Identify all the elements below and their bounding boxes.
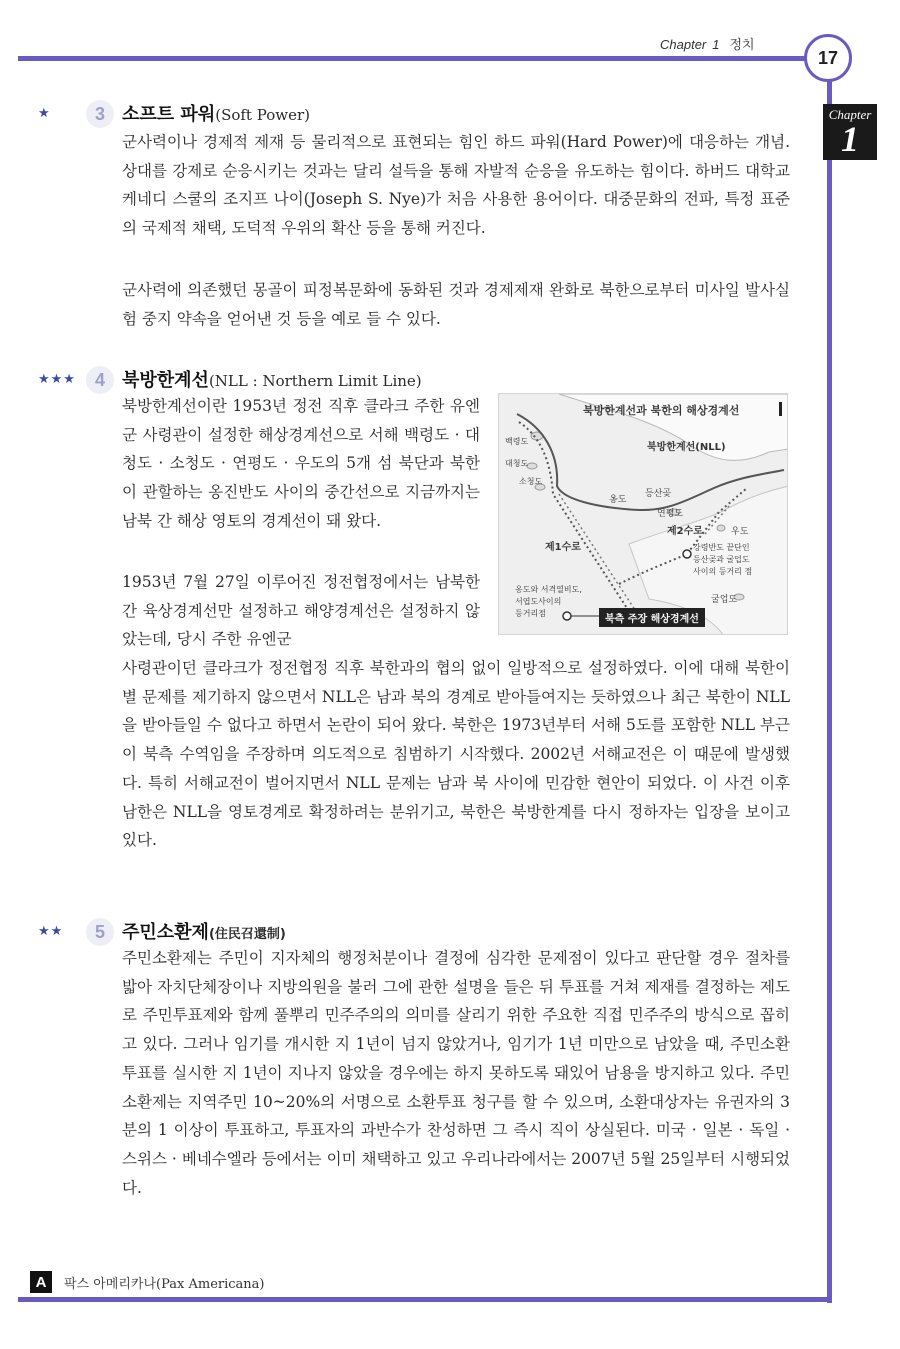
page-number: 17: [817, 47, 839, 68]
page-number-badge: [804, 34, 852, 82]
entry-title: [122, 918, 286, 944]
entry-recall: [30, 918, 790, 1238]
entry-title: [122, 100, 310, 126]
entry-number: 3: [86, 100, 114, 128]
map-label-point-line3: 사이의 등거리 점: [693, 567, 753, 576]
map-label-ong-line2: 서엽도사이의: [515, 597, 562, 606]
map-label-ongdo: 옹도: [609, 495, 627, 505]
map-label-nk-claim: 북측 주장 해상경계선: [599, 608, 705, 627]
chapter-tab-number: 1: [841, 119, 859, 159]
entry-title-main: 주민소환제: [122, 922, 209, 943]
top-rule: [18, 56, 823, 61]
entry-number: 5: [86, 918, 114, 946]
entry-paragraph-wrap-rest: 사령관이던 클라크가 정전협정 직후 북한과의 협의 없이 일방적으로 설정하였다. 이에 대해 북한이 별 문제를 제기하지 않으면서 NLL은 남과 북의 경계로 받아들여지는 듯하였으나 최근 북한이 NLL을 받아들일 수 없다고 하면서 논란이 되어 왔다. 북한은 1973년부터 서해 5도를 포함한 NLL 부근이 북측 수역임을 주장하며 의도적으로 침범하기 시작했다. 2002년 서해교전은 이 때문에 발생했다. 특히 서해교전이 벌어지면서 NLL 문제는 남과 북 사이에 민감한 현안이 되었다. 이 사건 이후 남한은 NLL을 영토경계로 확정하려는 분위기고, 북한은 북방한계를 다시 정하자는 입장을 보이고 있다.: [122, 659, 790, 850]
running-header-chapter-title: 정치: [729, 37, 755, 52]
entry-paragraph: 주민소환제는 주민이 지자체의 행정처분이나 결정에 심각한 문제점이 있다고 판단할 경우 절차를 밟아 자치단체장이나 지방의원을 불러 그에 관한 설명을 들은 뒤 투표를 거쳐 제재를 결정하는 제도로 주민투표제와 함께 풀뿌리 민주주의의 의미를 살리기 위한 주요한 직접 민주주의 방식으로 꼽히고 있다. 그러나 임기를 개시한 지 1년이 넘지 않았거나, 임기가 1년 미만으로 남았을 때, 주민소환투표를 실시한 지 1년이 지나지 않았을 경우에는 하지 못하도록 돼있어 남용을 방지하고 있다. 주민소환제는 지역주민 10~20%의 서명으로 소환투표 청구를 할 수 있으며, 소환대상자는 유권자의 3분의 1 이상이 투표하고, 투표자의 과반수가 찬성하면 그 즉시 직이 상실된다. 미국 · 일본 · 독일 · 스위스 · 베네수엘라 등에서는 이미 채택하고 있고 우리나라에서는 2007년 5월 25일부터 시행되었다.: [122, 949, 790, 1197]
entry-title: [122, 366, 422, 392]
entry-paragraph: 군사력이나 경제적 제재 등 물리적으로 표현되는 힘인 하드 파워(Hard Power)에 대응하는 개념. 상대를 강제로 순응시키는 것과는 달리 설득을 통해 자발적 순응을 유도하는 힘이다. 하버드 대학교 케네디 스쿨의 조지프 나이(Joseph S. Nye)가 처음 사용한 용어이다. 대중문화의 전파, 특정 표준의 국제적 채택, 도덕적 우위의 확산 등을 통해 커진다.: [122, 133, 790, 238]
importance-stars: ★: [38, 106, 51, 121]
right-rule: [827, 80, 832, 1303]
importance-stars: ★★: [38, 924, 64, 939]
footer-section-letter: A: [30, 1271, 52, 1293]
entry-title-sub: (Soft Power): [215, 106, 310, 124]
footer-title: 팍스 아메리카나(Pax Americana): [64, 1276, 265, 1292]
map-label-yeonpyeong: 연평도: [657, 509, 684, 519]
entry-number: 4: [86, 366, 114, 394]
entry-paragraph-wrap-top: 1953년 7월 27일 이루어진 정전협정에서는 남북한 간 육상경계선만 설정하고 해양경계선은 설정하지 않았는데, 당시 주한 유엔군: [122, 573, 480, 649]
map-label-udo: 우도: [731, 527, 749, 537]
entry-paragraph: 북방한계선이란 1953년 정전 직후 클라크 주한 유엔군 사령관이 설정한 해상경계선으로 서해 백령도 · 대청도 · 소청도 · 연평도 · 우도의 5개 섬 북단과 북한이 관할하는 옹진반도 사이의 중간선으로 지금까지는 남북 간 해상 영토의 경계선이 돼 왔다.: [122, 397, 480, 530]
entry-title-sub: (住民召還制): [208, 927, 286, 942]
footer: [30, 1271, 265, 1293]
map-label-point-line1: 강령반도 끝단인: [693, 543, 750, 552]
running-header: [660, 34, 755, 53]
map-label-daecheong: 대청도: [505, 459, 529, 468]
map-label-socheong: 소청도: [519, 477, 543, 486]
map-label-route2: 제2수로: [667, 526, 703, 537]
chapter-tab-label: Chapter: [828, 107, 872, 122]
nll-map-figure: [498, 393, 788, 635]
importance-stars: ★★★: [38, 372, 76, 387]
entry-title-main: 소프트 파워: [122, 104, 216, 125]
running-header-chapter-label: Chapter: [660, 37, 707, 52]
map-label-route1: 제1수로: [545, 542, 581, 553]
entry-soft-power: [30, 100, 790, 340]
entry-paragraph: 군사력에 의존했던 몽골이 피정복문화에 동화된 것과 경제제재 완화로 북한으로부터 미사일 발사실험 중지 약속을 얻어낸 것 등을 예로 들 수 있다.: [122, 281, 790, 328]
map-label-ong-line3: 등거리점: [515, 609, 546, 618]
entry-title-sub: (NLL : Northern Limit Line): [208, 372, 422, 390]
map-label-nll: 북방한계선(NLL): [647, 442, 726, 453]
chapter-tab: [823, 104, 877, 160]
map-label-deungsangot: 등산곶: [645, 489, 672, 499]
map-title: 북방한계선과 북한의 해상경계선: [583, 404, 740, 417]
map-label-baengnyeong: 백령도: [505, 437, 529, 446]
map-label-gulupdo: 굴업도: [711, 595, 738, 605]
map-label-point-line2: 등산곶과 굴업도: [693, 555, 750, 564]
running-header-chapter-number: 1: [712, 37, 720, 52]
bottom-rule: [18, 1297, 832, 1302]
entry-title-main: 북방한계선: [122, 370, 209, 391]
map-label-ong-line1: 옹도와 서격열비도,: [515, 585, 582, 594]
